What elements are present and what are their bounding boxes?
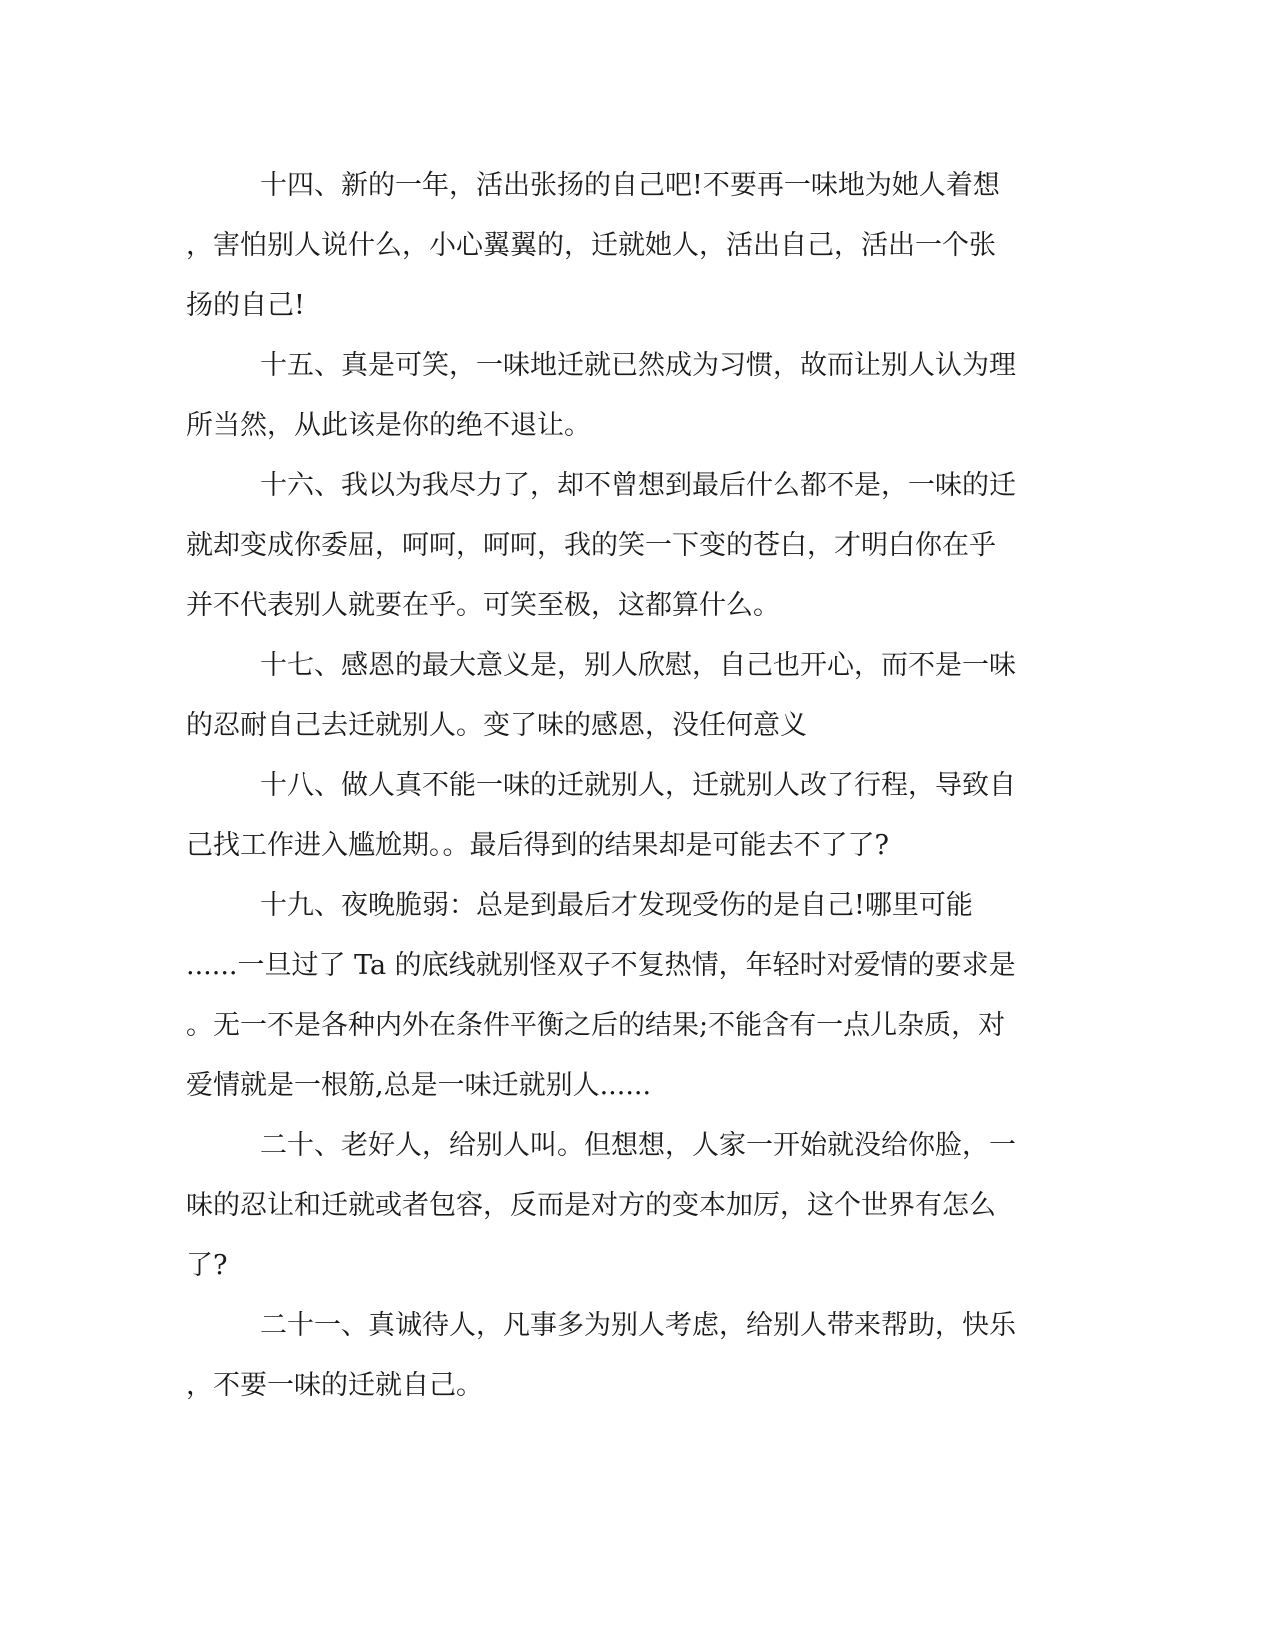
paragraph-14-line-2 xyxy=(0,226,1275,266)
paragraph-15-line-2 xyxy=(0,406,1275,446)
text-line: 的忍耐自己去迁就别人。变了味的感恩，没任何意义 xyxy=(186,710,807,741)
text-line: 十四、新的一年，活出张扬的自己吧!不要再一味地为她人着想 xyxy=(260,170,1000,201)
text-line: 了? xyxy=(186,1250,228,1281)
text-line: 二十、老好人，给别人叫。但想想，人家一开始就没给你脸，一 xyxy=(260,1130,1016,1161)
paragraph-17-line-1 xyxy=(0,646,1275,686)
paragraph-21-line-2 xyxy=(0,1366,1275,1406)
text-line: 所当然，从此该是你的绝不退让。 xyxy=(186,410,591,441)
paragraph-16-line-3 xyxy=(0,586,1275,626)
text-line: 。无一不是各种内外在条件平衡之后的结果;不能含有一点儿杂质，对 xyxy=(186,1010,1006,1041)
paragraph-19-line-4 xyxy=(0,1066,1275,1106)
paragraph-19-line-2 xyxy=(0,946,1275,986)
text-line: ......一旦过了 Ta 的底线就别怪双子不复热情，年轻时对爱情的要求是 xyxy=(186,950,1016,981)
text-line: 味的忍让和迁就或者包容，反而是对方的变本加厉，这个世界有怎么 xyxy=(186,1190,996,1221)
text-line: 十七、感恩的最大意义是，别人欣慰，自己也开心，而不是一味 xyxy=(260,650,1016,681)
text-line: 爱情就是一根筋,总是一味迁就别人...... xyxy=(186,1070,652,1101)
paragraph-14-line-3 xyxy=(0,286,1275,326)
text-line: 十八、做人真不能一味的迁就别人，迁就别人改了行程，导致自 xyxy=(260,770,1016,801)
text-line: ，害怕别人说什么，小心翼翼的，迁就她人，活出自己，活出一个张 xyxy=(186,230,996,261)
text-line: 并不代表别人就要在乎。可笑至极，这都算什么。 xyxy=(186,590,780,621)
paragraph-19-line-3 xyxy=(0,1006,1275,1046)
paragraph-20-line-3 xyxy=(0,1246,1275,1286)
paragraph-14-line-1 xyxy=(0,166,1275,206)
paragraph-19-line-1 xyxy=(0,886,1275,926)
paragraph-17-line-2 xyxy=(0,706,1275,746)
text-line: 二十一、真诚待人，凡事多为别人考虑，给别人带来帮助，快乐 xyxy=(260,1310,1016,1341)
text-line: 十九、夜晚脆弱：总是到最后才发现受伤的是自己!哪里可能 xyxy=(260,890,973,921)
paragraph-16-line-2 xyxy=(0,526,1275,566)
paragraph-18-line-1 xyxy=(0,766,1275,806)
paragraph-18-line-2 xyxy=(0,826,1275,866)
text-line: 十六、我以为我尽力了，却不曾想到最后什么都不是，一味的迁 xyxy=(260,470,1016,501)
paragraph-20-line-1 xyxy=(0,1126,1275,1166)
paragraph-21-line-1 xyxy=(0,1306,1275,1346)
text-line: 十五、真是可笑，一味地迁就已然成为习惯，故而让别人认为理 xyxy=(260,350,1016,381)
text-line: 就却变成你委屈，呵呵，呵呵，我的笑一下变的苍白，才明白你在乎 xyxy=(186,530,996,561)
paragraph-16-line-1 xyxy=(0,466,1275,506)
paragraph-15-line-1 xyxy=(0,346,1275,386)
text-line: ，不要一味的迁就自己。 xyxy=(186,1370,483,1401)
paragraph-20-line-2 xyxy=(0,1186,1275,1226)
text-line: 己找工作进入尴尬期。。最后得到的结果却是可能去不了了? xyxy=(186,830,889,861)
text-line: 扬的自己! xyxy=(186,290,305,321)
